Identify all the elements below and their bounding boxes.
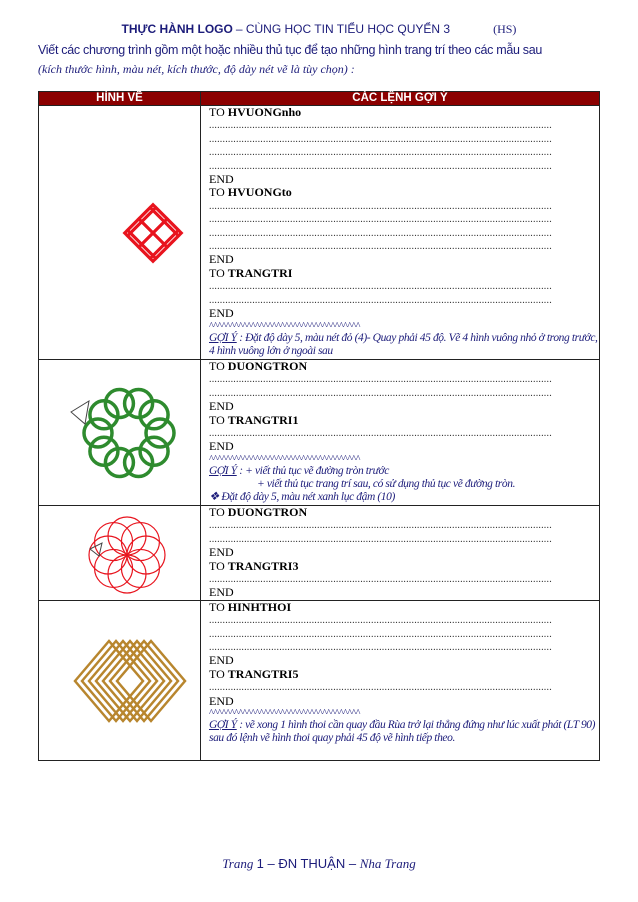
proc-name: TRANGTRI5 — [227, 667, 299, 681]
diamond-bullet-icon: ❖ — [209, 490, 219, 503]
proc-name: TRANGTRI1 — [227, 413, 299, 427]
header-title: THỰC HÀNH LOGO — [121, 22, 233, 36]
figure-cell — [39, 360, 201, 506]
rhombus-figure — [39, 601, 200, 761]
hint-text: GỢI Ý : vẽ xong 1 hình thoi cần quay đầu Rùa trở lại thẳng đứng như lúc xuất phát (LT 90) sau đó lệnh vẽ hình thoi quay phải 45 độ vẽ hình tiếp theo. — [209, 719, 596, 745]
ring-circle — [146, 419, 174, 447]
figure-cell — [39, 106, 201, 360]
command-cell: TO HVUONGnho ............................................................................................................................... ............................................................................................................................... ............................................................................................................................... ............................................................................................................................... END TO HVUONGto ............................................................................................................................... ............................................................................................................................... ............................................................................................................................... ............................................................................................................................... END TO TRANGTRI ............................................................................................................................... ............................................................................................................................... END ^^^^^^^^^^^^^^^^^^^^^^^^^^^^^^^^^^^^ GỢI Ý : Đặt độ dày 5, màu nét đỏ (4)- Quay phải 45 độ. Vẽ 4 hình vuông nhỏ ở trong trước, 4 hình vuông lớn ở ngoài sau — [201, 106, 600, 360]
proc-name: HINHTHOI — [227, 600, 292, 614]
proc-name: HVUONGto — [227, 186, 292, 200]
circles-figure — [39, 360, 200, 506]
proc-name: DUONGTRON — [227, 360, 308, 373]
turtle-icon — [71, 401, 89, 424]
header-hs: (HS) — [493, 22, 517, 36]
intro-line-1: Viết các chương trình gồm một hoặc nhiều thủ tục để tạo những hình trang trí theo các mẫu sau — [38, 43, 543, 57]
header-subtitle: – CÙNG HỌC TIN TIỂU HỌC QUYỂN 3 — [235, 22, 451, 36]
command-cell: TO HINHTHOI ............................................................................................................................... ............................................................................................................................... ............................................................................................................................... END TO TRANGTRI5 ............................................................................................................................... END ^^^^^^^^^^^^^^^^^^^^^^^^^^^^^^^^^^^^ GỢI Ý : vẽ xong 1 hình thoi cần quay đầu Rùa trở lại thẳng đứng như lúc xuất phát (LT 90) sau đó lệnh vẽ hình thoi quay phải 45 độ vẽ hình tiếp theo. — [201, 600, 600, 760]
intro-line-2: (kích thước hình, màu nét, kích thước, độ dày nét vẽ là tùy chọn) : — [38, 62, 355, 76]
squares-figure — [39, 106, 200, 360]
squares-group — [125, 205, 182, 262]
table-row — [39, 600, 600, 760]
hint-text: GỢI Ý : + viết thủ tục vẽ đường tròn trước — [209, 464, 389, 477]
command-cell: TO DUONGTRON ............................................................................................................................... ............................................................................................................................... END TO TRANGTRI1 ............................................................................................................................... END ^^^^^^^^^^^^^^^^^^^^^^^^^^^^^^^^^^^^ GỢI Ý : + viết thủ tục vẽ đường tròn trước + viết thủ tục trang trí sau, có sử dụng thủ tục vẽ đường tròn. ❖ Đặt độ dày 5, màu nét xanh lục đậm (10) — [201, 360, 600, 506]
page-footer: Trang 1 – ĐN THUẬN – Nha Trang — [222, 856, 416, 871]
ring-circle — [84, 419, 112, 447]
hint-text: GỢI Ý : Đặt độ dày 5, màu nét đỏ (4)- Quay phải 45 độ. Vẽ 4 hình vuông nhỏ ở trong trước, 4 hình vuông lớn ở ngoài sau — [209, 331, 598, 357]
command-cell: TO DUONGTRON ............................................................................................................................... ............................................................................................................................... END TO TRANGTRI3 ............................................................................................................................... END — [201, 506, 600, 601]
figure-cell — [39, 600, 201, 760]
page-header — [0, 22, 638, 37]
col-header-figure: HÌNH VẼ — [39, 92, 201, 106]
caret-divider: ^^^^^^^^^^^^^^^^^^^^^^^^^^^^^^^^^^^^ — [209, 453, 360, 465]
petal-circle — [121, 523, 159, 561]
table-row — [39, 506, 600, 601]
table-row — [39, 360, 600, 506]
flower-figure — [39, 506, 200, 600]
figure-cell — [39, 506, 201, 601]
exercise-table — [38, 91, 600, 761]
col-header-commands: CÁC LỆNH GỢI Ý — [201, 92, 600, 106]
proc-name: DUONGTRON — [227, 506, 308, 519]
table-row — [39, 106, 600, 360]
proc-name: HVUONGnho — [227, 106, 302, 119]
caret-divider: ^^^^^^^^^^^^^^^^^^^^^^^^^^^^^^^^^^^^ — [209, 708, 360, 720]
proc-name: TRANGTRI — [227, 266, 293, 280]
proc-name: TRANGTRI3 — [227, 559, 299, 573]
page-number: 1 — [256, 856, 264, 871]
caret-divider: ^^^^^^^^^^^^^^^^^^^^^^^^^^^^^^^^^^^^ — [209, 320, 360, 332]
